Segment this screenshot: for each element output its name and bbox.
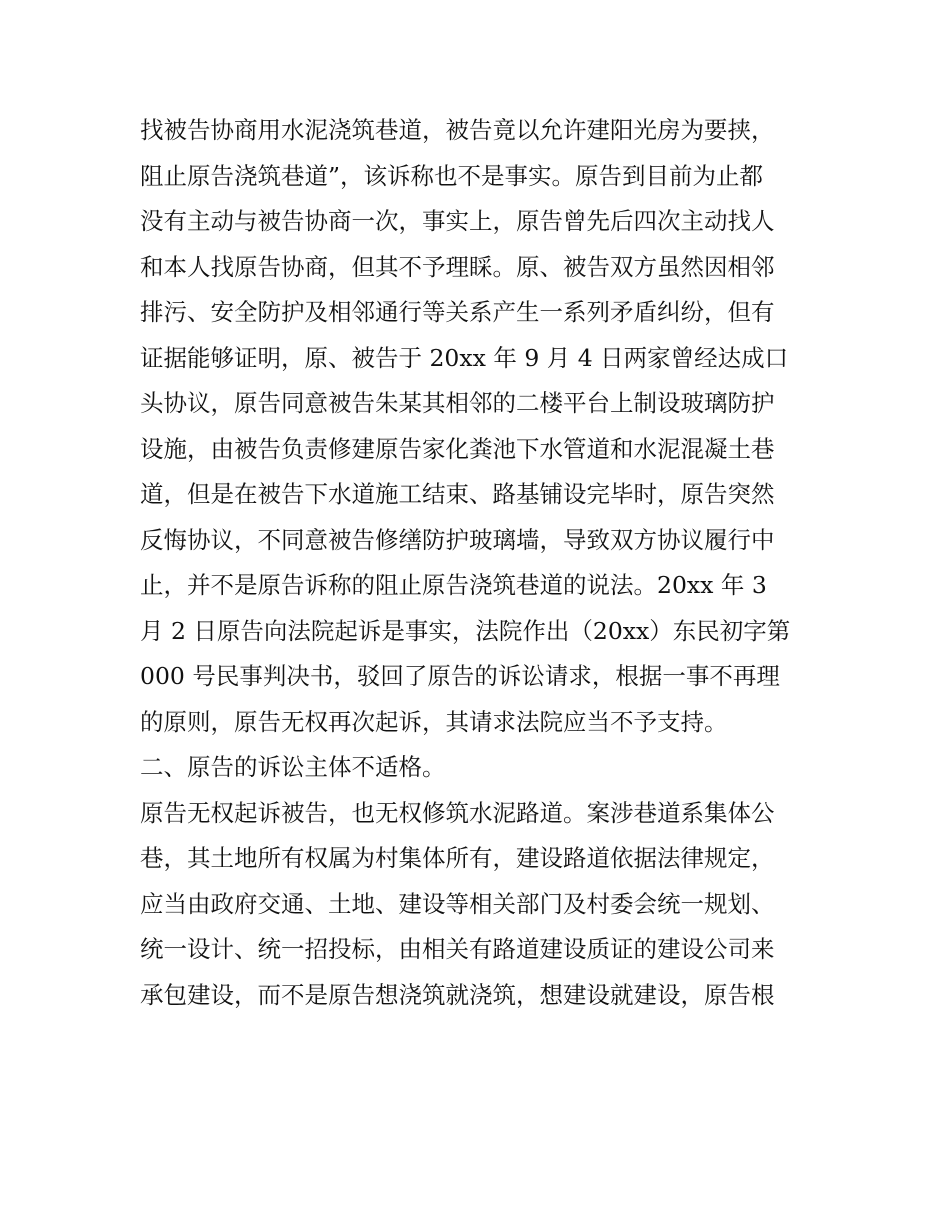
text-line: 找被告协商用水泥浇筑巷道，被告竟以允许建阳光房为要挟，	[140, 116, 775, 144]
body-text	[140, 108, 820, 1018]
text-line: 统一设计、统一招投标，由相关有路道建设质证的建设公司来	[140, 935, 775, 963]
text-line: 没有主动与被告协商一次，事实上，原告曾先后四次主动找人	[140, 207, 775, 235]
text-line: 000 号民事判决书，驳回了原告的诉讼请求，根据一事不再理	[140, 662, 780, 690]
text-line: 止，并不是原告诉称的阻止原告浇筑巷道的说法。20xx 年 3	[140, 571, 767, 599]
text-line: 和本人找原告协商，但其不予理睬。原、被告双方虽然因相邻	[140, 252, 775, 281]
text-line: 月 2 日原告向法院起诉是事实，法院作出（20xx）东民初字第	[140, 616, 791, 645]
text-line: 原告无权起诉被告，也无权修筑水泥路道。案涉巷道系集体公	[140, 798, 775, 827]
text-line: 排污、安全防护及相邻通行等关系产生一系列矛盾纠纷，但有	[140, 298, 775, 326]
text-line: 设施，由被告负责修建原告家化粪池下水管道和水泥混凝土巷	[140, 434, 775, 463]
text-line: 头协议，原告同意被告朱某其相邻的二楼平台上制设玻璃防护	[140, 389, 775, 417]
text-line: 道，但是在被告下水道施工结束、路基铺设完毕时，原告突然	[140, 480, 775, 508]
section-heading: 二、原告的诉讼主体不适格。	[140, 753, 446, 781]
text-line: 证据能够证明，原、被告于 20xx 年 9 月 4 日两家曾经达成口	[140, 343, 789, 372]
text-line: 阻止原告浇筑巷道”，该诉称也不是事实。原告到目前为止都	[140, 161, 764, 190]
text-line: 反悔协议，不同意被告修缮防护玻璃墙，导致双方协议履行中	[140, 525, 775, 554]
text-line: 的原则，原告无权再次起诉，其请求法院应当不予支持。	[140, 707, 728, 736]
text-line: 巷，其土地所有权属为村集体所有，建设路道依据法律规定，	[140, 844, 775, 872]
text-line: 应当由政府交通、土地、建设等相关部门及村委会统一规划、	[140, 889, 775, 918]
text-line: 承包建设，而不是原告想浇筑就浇筑，想建设就建设，原告根	[140, 980, 775, 1009]
